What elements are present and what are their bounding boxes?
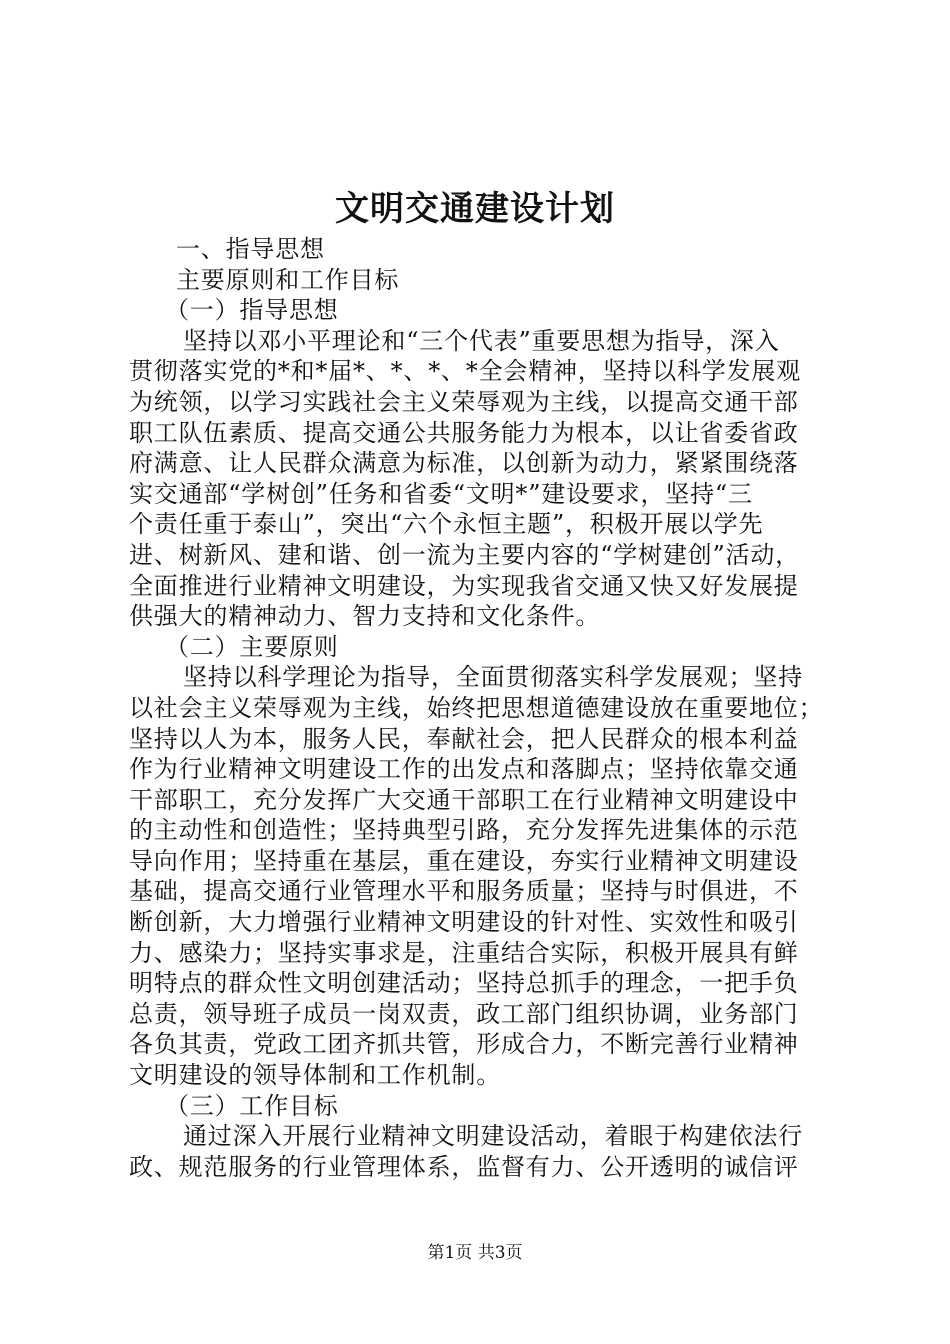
paragraph-line: 贯彻落实党的*和*届*、*、*、*全会精神，坚持以科学发展观 <box>129 357 801 386</box>
paragraph-line: 通过深入开展行业精神文明建设活动，着眼于构建依法行 <box>183 1122 803 1151</box>
paragraph-line: 个责任重于泰山”，突出“六个永恒主题”，积极开展以学先 <box>129 510 764 539</box>
paragraph-line: 文明建设的领导体制和工作机制。 <box>129 1061 501 1090</box>
subheading-2-main-principles: （二）主要原则 <box>165 632 339 661</box>
paragraph-line: 的主动性和创造性；坚持典型引路，充分发挥先进集体的示范 <box>129 816 799 845</box>
page-footer: 第1页 共3页 <box>427 1243 523 1263</box>
paragraph-line: 为统领，以学习实践社会主义荣辱观为主线，以提高交通干部 <box>129 387 799 416</box>
section-heading-guiding-ideology: 一、指导思想 <box>176 235 325 263</box>
paragraph-line: 进、树新风、建和谐、创一流为主要内容的“学树建创”活动， <box>129 540 800 569</box>
paragraph-line: 供强大的精神动力、智力支持和文化条件。 <box>129 602 601 631</box>
paragraph-line: 实交通部“学树创”任务和省委“文明*”建设要求，坚持“三 <box>129 479 753 508</box>
paragraph-line: 作为行业精神文明建设工作的出发点和落脚点；坚持依靠交通 <box>129 755 799 784</box>
paragraph-line: 坚持以科学理论为指导，全面贯彻落实科学发展观；坚持 <box>183 663 803 692</box>
paragraph-line: 明特点的群众性文明创建活动；坚持总抓手的理念，一把手负 <box>129 969 799 998</box>
paragraph-line: 干部职工，充分发挥广大交通干部职工在行业精神文明建设中 <box>129 785 799 814</box>
paragraph-line: 断创新，大力增强行业精神文明建设的针对性、实效性和吸引 <box>129 908 799 937</box>
paragraph-line: 以社会主义荣辱观为主线，始终把思想道德建设放在重要地位； <box>129 693 824 722</box>
subheading-principles-and-goals: 主要原则和工作目标 <box>176 265 400 294</box>
paragraph-line: 导向作用；坚持重在基层，重在建设，夯实行业精神文明建设 <box>129 846 799 875</box>
paragraph-line: 坚持以人为本，服务人民，奉献社会，把人民群众的根本利益 <box>129 724 799 753</box>
paragraph-line: 总责，领导班子成员一岗双责，政工部门组织协调，业务部门 <box>129 999 799 1028</box>
paragraph-line: 全面推进行业精神文明建设，为实现我省交通又快又好发展提 <box>129 571 799 600</box>
paragraph-line: 各负其责，党政工团齐抓共管，形成合力，不断完善行业精神 <box>129 1030 799 1059</box>
paragraph-line: 力、感染力；坚持实事求是，注重结合实际，积极开展具有鲜 <box>129 938 799 967</box>
paragraph-line: 坚持以邓小平理论和“三个代表”重要思想为指导，深入 <box>183 326 780 355</box>
subheading-1-guiding-ideology: （一）指导思想 <box>165 296 339 325</box>
subheading-3-work-goals: （三）工作目标 <box>165 1091 339 1120</box>
paragraph-line: 政、规范服务的行业管理体系，监督有力、公开透明的诚信评 <box>129 1152 799 1181</box>
document-title: 文明交通建设计划 <box>335 189 615 229</box>
paragraph-line: 职工队伍素质、提高交通公共服务能力为根本，以让省委省政 <box>129 418 799 447</box>
paragraph-line: 府满意、让人民群众满意为标准，以创新为动力，紧紧围绕落 <box>129 449 799 478</box>
document-body <box>129 234 834 1182</box>
paragraph-line: 基础，提高交通行业管理水平和服务质量；坚持与时俱进，不 <box>129 877 799 906</box>
